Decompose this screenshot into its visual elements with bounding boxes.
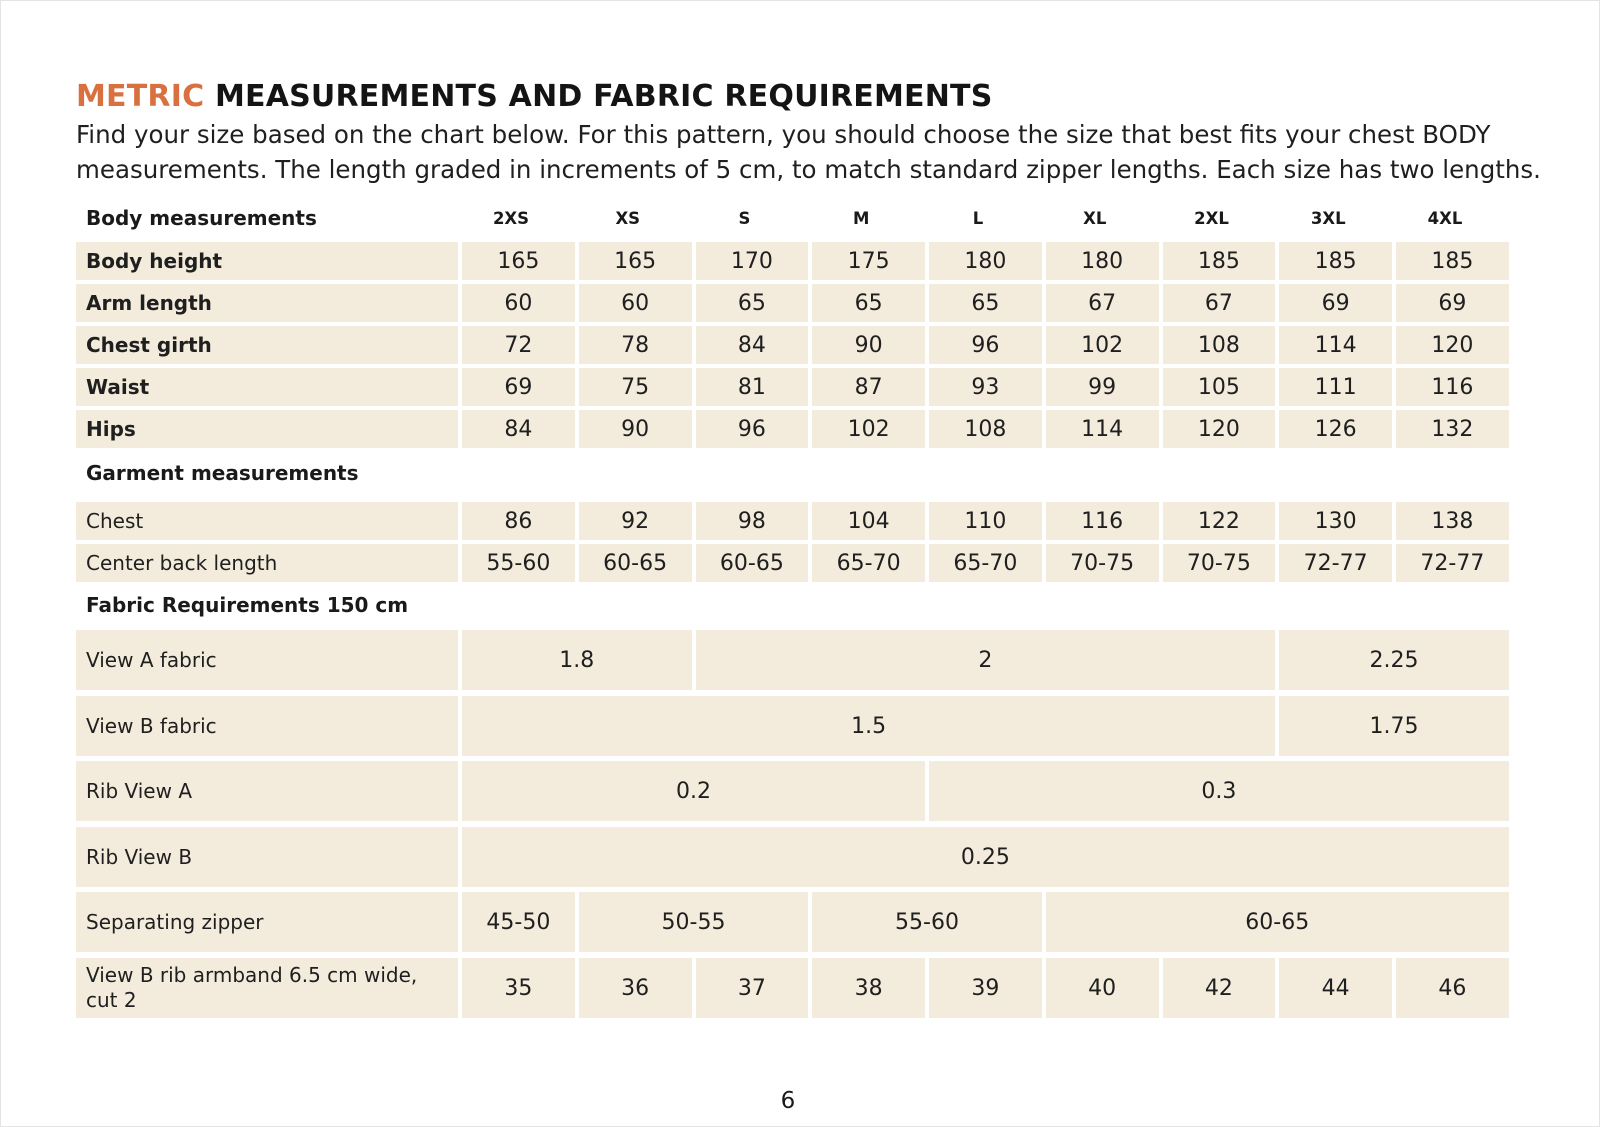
- table-cell: 37: [696, 958, 809, 1018]
- table-cell: 120: [1396, 326, 1509, 364]
- table-cell: 175: [812, 242, 925, 280]
- table-cell: 72-77: [1279, 544, 1392, 582]
- table-cell: 185: [1163, 242, 1276, 280]
- table-cell: 69: [1279, 284, 1392, 322]
- table-cell: 60-65: [696, 544, 809, 582]
- title-rest: MEASUREMENTS AND FABRIC REQUIREMENTS: [214, 79, 993, 114]
- row-label: View B rib armband 6.5 cm wide, cut 2: [76, 958, 458, 1018]
- table-cell: 1.8: [462, 630, 692, 690]
- table-cell: 114: [1046, 410, 1159, 448]
- row-label: Body height: [76, 242, 458, 280]
- table-cell: 165: [579, 242, 692, 280]
- table-cell: 99: [1046, 368, 1159, 406]
- table-cell: 98: [696, 502, 809, 540]
- table-cell: 96: [696, 410, 809, 448]
- table-cell: 122: [1163, 502, 1276, 540]
- table-cell: 60-65: [1046, 892, 1509, 952]
- table-cell: 36: [579, 958, 692, 1018]
- table-cell: 130: [1279, 502, 1392, 540]
- page-title: [76, 79, 993, 114]
- table-cell: 1.5: [462, 696, 1275, 756]
- row-label: Rib View B: [76, 827, 458, 887]
- table-cell: 102: [1046, 326, 1159, 364]
- table-row: [76, 410, 1509, 448]
- table-cell: 87: [812, 368, 925, 406]
- table-cell: 70-75: [1046, 544, 1159, 582]
- table-cell: 72: [462, 326, 575, 364]
- table-row: [76, 368, 1509, 406]
- table-cell: 65-70: [929, 544, 1042, 582]
- table-cell: 126: [1279, 410, 1392, 448]
- table-cell: 69: [1396, 284, 1509, 322]
- table-cell: 2.25: [1279, 630, 1509, 690]
- table-cell: 185: [1279, 242, 1392, 280]
- table-cell: 67: [1046, 284, 1159, 322]
- row-label: Chest: [76, 502, 458, 540]
- table-row: [76, 326, 1509, 364]
- table-cell: 44: [1279, 958, 1392, 1018]
- page-number: 6: [780, 1088, 796, 1114]
- table-cell: 38: [812, 958, 925, 1018]
- table-cell: 93: [929, 368, 1042, 406]
- table-row: [76, 827, 1509, 887]
- table-cell: 180: [929, 242, 1042, 280]
- size-header-row: [76, 204, 1509, 234]
- table-cell: 72-77: [1396, 544, 1509, 582]
- table-cell: 185: [1396, 242, 1509, 280]
- table-cell: 40: [1046, 958, 1159, 1018]
- table-cell: 1.75: [1279, 696, 1509, 756]
- table-row: [76, 502, 1509, 540]
- table-cell: 69: [462, 368, 575, 406]
- row-label: Separating zipper: [76, 892, 458, 952]
- table-cell: 84: [462, 410, 575, 448]
- table-cell: 90: [812, 326, 925, 364]
- garment-measurements-header: Garment measurements: [86, 461, 359, 485]
- table-row: [76, 761, 1509, 821]
- table-cell: 116: [1396, 368, 1509, 406]
- table-cell: 0.25: [462, 827, 1509, 887]
- row-label: Arm length: [76, 284, 458, 322]
- table-cell: 45-50: [462, 892, 575, 952]
- table-row: [76, 696, 1509, 756]
- table-cell: 75: [579, 368, 692, 406]
- table-row: [76, 630, 1509, 690]
- row-label: Chest girth: [76, 326, 458, 364]
- size-header: XS: [615, 209, 641, 228]
- table-cell: 104: [812, 502, 925, 540]
- size-header: 2XL: [1194, 209, 1229, 228]
- intro-paragraph: [76, 117, 1576, 187]
- size-header: XL: [1083, 209, 1107, 228]
- table-cell: 110: [929, 502, 1042, 540]
- table-row: [76, 544, 1509, 582]
- size-header: S: [738, 209, 751, 228]
- intro-line: measurements. The length graded in increments of 5 cm, to match standard zipper lengths. Each size has two lengths.: [76, 155, 1541, 184]
- fabric-requirements-header: Fabric Requirements 150 cm: [86, 593, 409, 617]
- row-label: Waist: [76, 368, 458, 406]
- size-header: M: [853, 209, 870, 228]
- table-cell: 60: [462, 284, 575, 322]
- table-cell: 180: [1046, 242, 1159, 280]
- table-cell: 170: [696, 242, 809, 280]
- table-cell: 92: [579, 502, 692, 540]
- table-cell: 105: [1163, 368, 1276, 406]
- table-cell: 42: [1163, 958, 1276, 1018]
- table-cell: 55-60: [462, 544, 575, 582]
- size-header: 4XL: [1427, 209, 1463, 228]
- title-accent: METRIC: [76, 79, 205, 114]
- table-cell: 86: [462, 502, 575, 540]
- body-measurements-header: Body measurements: [86, 206, 317, 230]
- row-label: Hips: [76, 410, 458, 448]
- table-cell: 114: [1279, 326, 1392, 364]
- table-cell: 65: [696, 284, 809, 322]
- table-cell: 108: [1163, 326, 1276, 364]
- table-cell: 0.2: [462, 761, 925, 821]
- table-cell: 116: [1046, 502, 1159, 540]
- table-cell: 78: [579, 326, 692, 364]
- table-cell: 120: [1163, 410, 1276, 448]
- table-cell: 60-65: [579, 544, 692, 582]
- table-row: [76, 242, 1509, 280]
- table-cell: 70-75: [1163, 544, 1276, 582]
- size-header: L: [972, 209, 984, 228]
- table-cell: 2: [696, 630, 1276, 690]
- table-cell: 132: [1396, 410, 1509, 448]
- table-cell: 65-70: [812, 544, 925, 582]
- table-cell: 65: [929, 284, 1042, 322]
- table-cell: 81: [696, 368, 809, 406]
- table-cell: 67: [1163, 284, 1276, 322]
- size-header: 2XS: [492, 209, 530, 228]
- table-cell: 165: [462, 242, 575, 280]
- table-cell: 90: [579, 410, 692, 448]
- table-cell: 0.3: [929, 761, 1509, 821]
- table-cell: 84: [696, 326, 809, 364]
- table-cell: 60: [579, 284, 692, 322]
- table-row: [76, 284, 1509, 322]
- row-label: Rib View A: [76, 761, 458, 821]
- table-cell: 96: [929, 326, 1042, 364]
- table-cell: 138: [1396, 502, 1509, 540]
- table-cell: 50-55: [579, 892, 809, 952]
- table-cell: 102: [812, 410, 925, 448]
- table-cell: 55-60: [812, 892, 1042, 952]
- row-label: View A fabric: [76, 630, 458, 690]
- table-cell: 111: [1279, 368, 1392, 406]
- table-cell: 65: [812, 284, 925, 322]
- table-cell: 108: [929, 410, 1042, 448]
- size-header: 3XL: [1310, 209, 1346, 228]
- table-row: [76, 958, 1509, 1018]
- table-cell: 35: [462, 958, 575, 1018]
- row-label: Center back length: [76, 544, 458, 582]
- row-label: View B fabric: [76, 696, 458, 756]
- intro-line: Find your size based on the chart below. For this pattern, you should choose the size that best fits your chest BODY: [76, 120, 1491, 149]
- table-cell: 39: [929, 958, 1042, 1018]
- table-row: [76, 892, 1509, 952]
- table-cell: 46: [1396, 958, 1509, 1018]
